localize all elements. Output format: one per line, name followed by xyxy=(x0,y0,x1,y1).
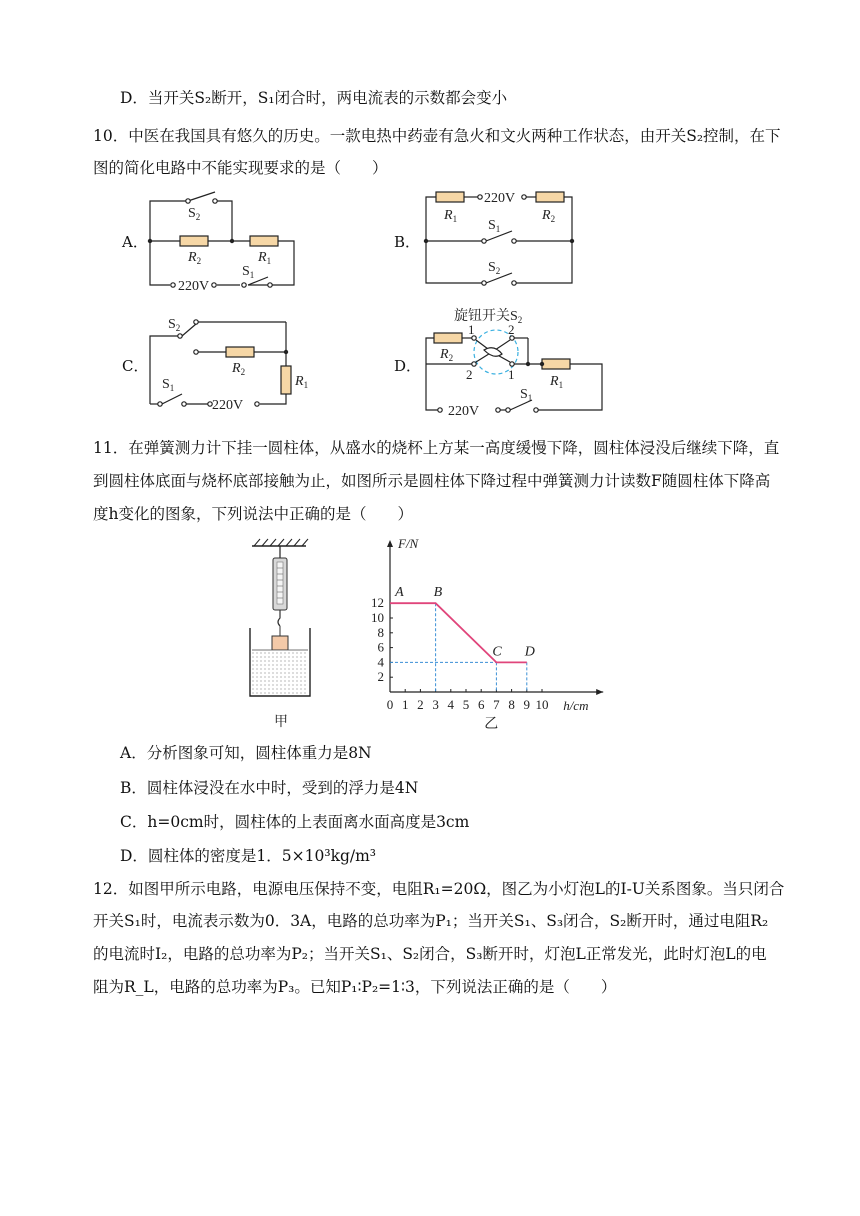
q12-line2: 开关S₁时，电流表示数为0．3A，电路的总功率为P₁；当开关S₁、S₃闭合，S₂断开时，通过电阻R₂ xyxy=(93,912,769,930)
c-s2-label: $S_2$ xyxy=(168,317,181,333)
x-tick-label: 0 xyxy=(386,697,394,712)
y-tick-label: 10 xyxy=(371,610,384,625)
series-line xyxy=(390,603,527,662)
point-label-a: A xyxy=(395,585,404,601)
c-s1-label: $S_1$ xyxy=(162,377,175,393)
q11-option-a: A．分析图象可知，圆柱体重力是8N xyxy=(120,744,372,762)
x-axis-arrow xyxy=(596,689,603,695)
d-r2-label: $R_2$ xyxy=(440,347,454,363)
b-r2-label: $R_2$ xyxy=(542,208,556,224)
d-r1-label: $R_1$ xyxy=(550,374,564,390)
a-s2-label: $S_2$ xyxy=(188,206,201,222)
point-label-d: D xyxy=(524,644,535,660)
b-r1-label: $R_1$ xyxy=(444,208,458,224)
y-axis-label: F/N xyxy=(398,536,419,551)
c-voltage-label: 220V xyxy=(212,398,244,413)
circuit-c xyxy=(140,308,310,418)
d-contact-2-top: 2 xyxy=(508,322,515,337)
q10-stem-line2: 图的简化电路中不能实现要求的是（ ） xyxy=(93,159,388,177)
x-tick-label: 3 xyxy=(432,697,439,712)
y-tick-label: 8 xyxy=(377,624,384,640)
d-voltage-label: 220V xyxy=(448,404,480,419)
point-label-b: B xyxy=(433,585,443,601)
q12-line1: 12．如图甲所示电路，电源电压保持不变，电阻R₁=20Ω，图乙为小灯泡L的I-U关系图象。当只闭合 xyxy=(93,880,785,898)
d-s1-label: $S_1$ xyxy=(520,387,533,403)
q9-option-d: D．当开关S₂断开，S₁闭合时，两电流表的示数都会变小 xyxy=(120,89,508,107)
d-contact-1-bottom: 1 xyxy=(508,367,515,382)
circuit-a xyxy=(140,183,310,293)
figure-yi-label: 乙 xyxy=(484,717,499,732)
a-voltage-label: 220V xyxy=(178,279,210,293)
x-tick-label: 6 xyxy=(477,697,485,712)
q11-option-d: D．圆柱体的密度是1．5×10³kg/m³ xyxy=(120,847,377,865)
a-r2-label: $R_2$ xyxy=(188,250,202,266)
x-tick-label: 2 xyxy=(417,697,424,712)
force-depth-chart xyxy=(356,534,616,734)
q11-stem-line2: 到圆柱体底面与烧杯底部接触为止，如图所示是圆柱体下降过程中弹簧测力计读数F随圆柱体下降高 xyxy=(93,472,771,490)
circuit-d xyxy=(412,300,612,422)
a-r1-label: $R_1$ xyxy=(258,250,272,266)
y-tick-label: 6 xyxy=(377,639,384,655)
d-contact-1-top: 1 xyxy=(468,322,475,337)
y-tick-label: 4 xyxy=(377,654,384,670)
q12-line3: 的电流时I₂，电路的总功率为P₂；当开关S₁、S₂闭合，S₃断开时，灯泡L正常发光，此时灯泡L的电 xyxy=(93,945,767,963)
q10-stem-line1: 10．中医在我国具有悠久的历史。一款电热中药壶有急火和文火两种工作状态，由开关S₂控制，在下 xyxy=(93,127,781,145)
x-axis-label: h/cm xyxy=(563,698,589,713)
x-tick-label: 7 xyxy=(493,697,500,712)
q10-label-c: C． xyxy=(122,357,149,375)
c-r1-label: $R_1$ xyxy=(295,374,309,390)
q11-stem-line1: 11．在弹簧测力计下挂一圆柱体，从盛水的烧杯上方某一高度缓慢下降，圆柱体浸没后继续下降，直 xyxy=(93,439,780,457)
x-tick-label: 8 xyxy=(508,697,515,712)
y-tick-label: 2 xyxy=(377,669,384,685)
a-s1-label: $S_1$ xyxy=(242,264,255,280)
x-tick-label: 1 xyxy=(401,697,409,712)
circuit-b xyxy=(414,183,584,293)
q10-label-d: D． xyxy=(394,357,422,375)
point-label-c: C xyxy=(492,644,502,660)
q12-line4: 阻为R_L，电路的总功率为P₃。已知P₁∶P₂=1∶3，下列说法正确的是（ ） xyxy=(93,978,617,996)
x-tick-label: 4 xyxy=(447,697,455,712)
d-contact-2-bottom: 2 xyxy=(466,367,473,382)
b-s1-label: $S_1$ xyxy=(488,218,501,234)
q11-option-b: B．圆柱体浸没在水中时，受到的浮力是4N xyxy=(120,779,419,797)
spring-scale-beaker-figure xyxy=(244,536,324,732)
x-tick-label: 5 xyxy=(462,697,470,712)
y-axis-arrow xyxy=(387,540,393,547)
figure-jia-label: 甲 xyxy=(274,715,288,730)
q11-stem-line3: 度h变化的图象，下列说法中正确的是（ ） xyxy=(93,505,413,523)
c-r2-label: $R_2$ xyxy=(232,361,246,377)
x-tick-label: 9 xyxy=(523,697,531,712)
d-knob-label: 旋钮开关$S_2$ xyxy=(454,309,523,325)
b-voltage-label: 220V xyxy=(484,191,516,206)
x-tick-label: 10 xyxy=(535,697,549,712)
q10-label-b: B． xyxy=(394,233,421,251)
q10-label-a: A． xyxy=(122,233,148,251)
q11-option-c: C．h=0cm时，圆柱体的上表面离水面高度是3cm xyxy=(120,813,470,831)
y-tick-label: 12 xyxy=(371,595,384,611)
b-s2-label: $S_2$ xyxy=(488,260,501,276)
